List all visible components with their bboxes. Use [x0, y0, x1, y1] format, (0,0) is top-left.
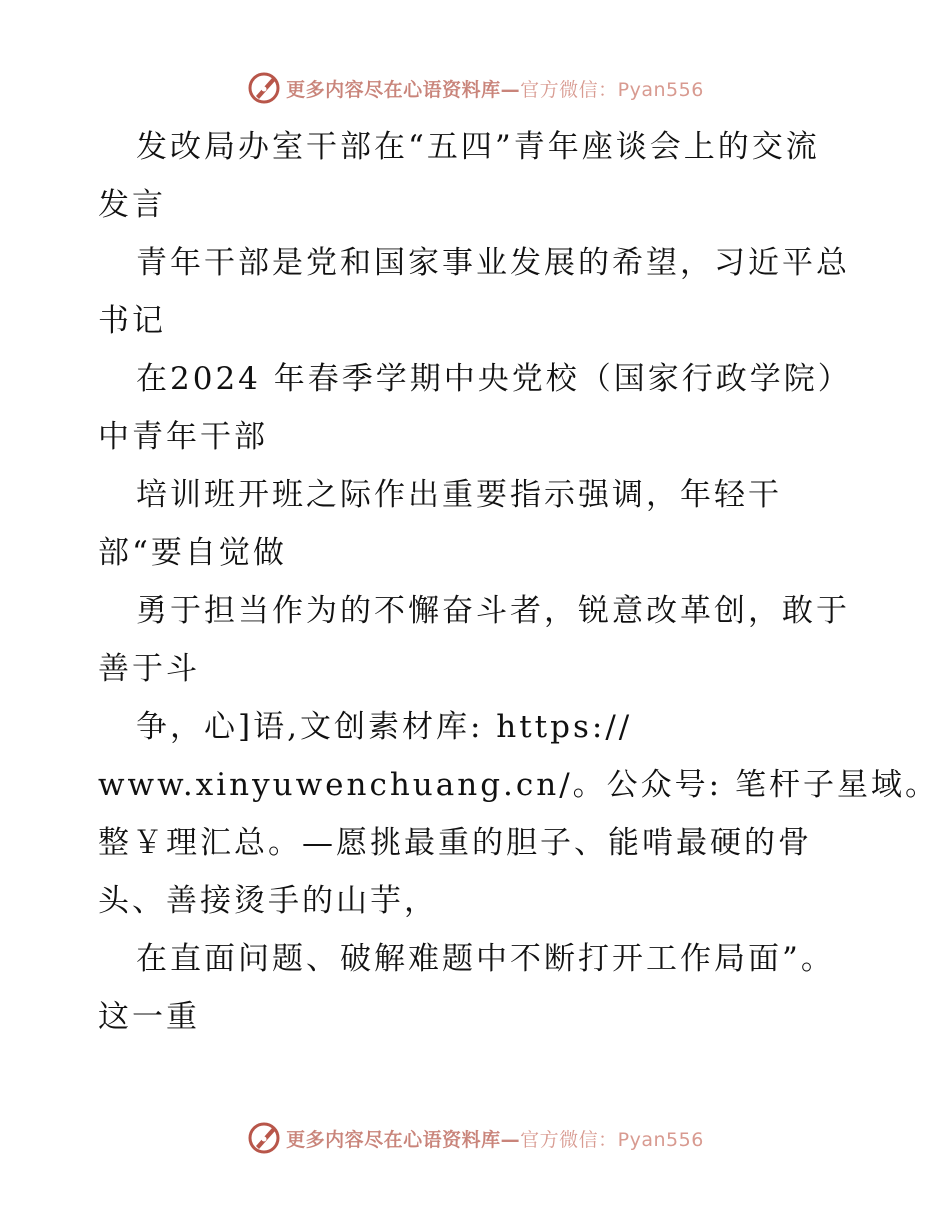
document-line: 部“要自觉做 [98, 535, 287, 571]
header-banner-inner [246, 70, 704, 106]
pen-nib-logo-icon [246, 1120, 282, 1156]
footer-banner-wechat: 官方微信：Pyan556 [520, 1128, 704, 1151]
document-line: 整￥理汇总。—愿挑最重的胆子、能啃最硬的骨 [98, 825, 812, 861]
document-line: 善于斗 [98, 651, 200, 687]
header-banner-wechat: 官方微信：Pyan556 [520, 78, 704, 101]
document-line: 发言 [98, 187, 166, 223]
document-body [98, 118, 939, 1046]
footer-banner-inner [246, 1120, 704, 1156]
header-banner-text [286, 75, 704, 102]
header-banner-title: 更多内容尽在心语资料库 [286, 78, 501, 101]
document-line: 书记 [98, 303, 166, 339]
document-line: 中青年干部 [98, 419, 268, 455]
document-line: www.xinyuwenchuang.cn/。公众号: 笔杆子星域。 [98, 767, 939, 803]
footer-banner-separator: — [500, 1128, 521, 1151]
document-line: 争，心]语,文创素材库: https:// [136, 709, 633, 745]
document-line: 头、善接烫手的山芋， [98, 883, 438, 919]
document-line: 青年干部是党和国家事业发展的希望，习近平总 [136, 245, 850, 281]
footer-banner-text [286, 1125, 704, 1152]
footer-banner [0, 1120, 950, 1156]
footer-banner-title: 更多内容尽在心语资料库 [286, 1128, 501, 1151]
document-line: 勇于担当作为的不懈奋斗者，锐意改革创，敢于 [136, 593, 850, 629]
document-line: 这一重 [98, 999, 200, 1035]
header-banner-separator: — [500, 78, 521, 101]
pen-nib-logo-icon [246, 70, 282, 106]
header-banner [0, 70, 950, 106]
document-line: 发改局办室干部在“五四”青年座谈会上的交流 [136, 129, 820, 165]
document-line: 培训班开班之际作出重要指示强调，年轻干 [136, 477, 782, 513]
document-line: 在2024 年春季学期中央党校（国家行政学院） [136, 361, 852, 397]
document-line: 在直面问题、破解难题中不断打开工作局面”。 [136, 941, 835, 977]
